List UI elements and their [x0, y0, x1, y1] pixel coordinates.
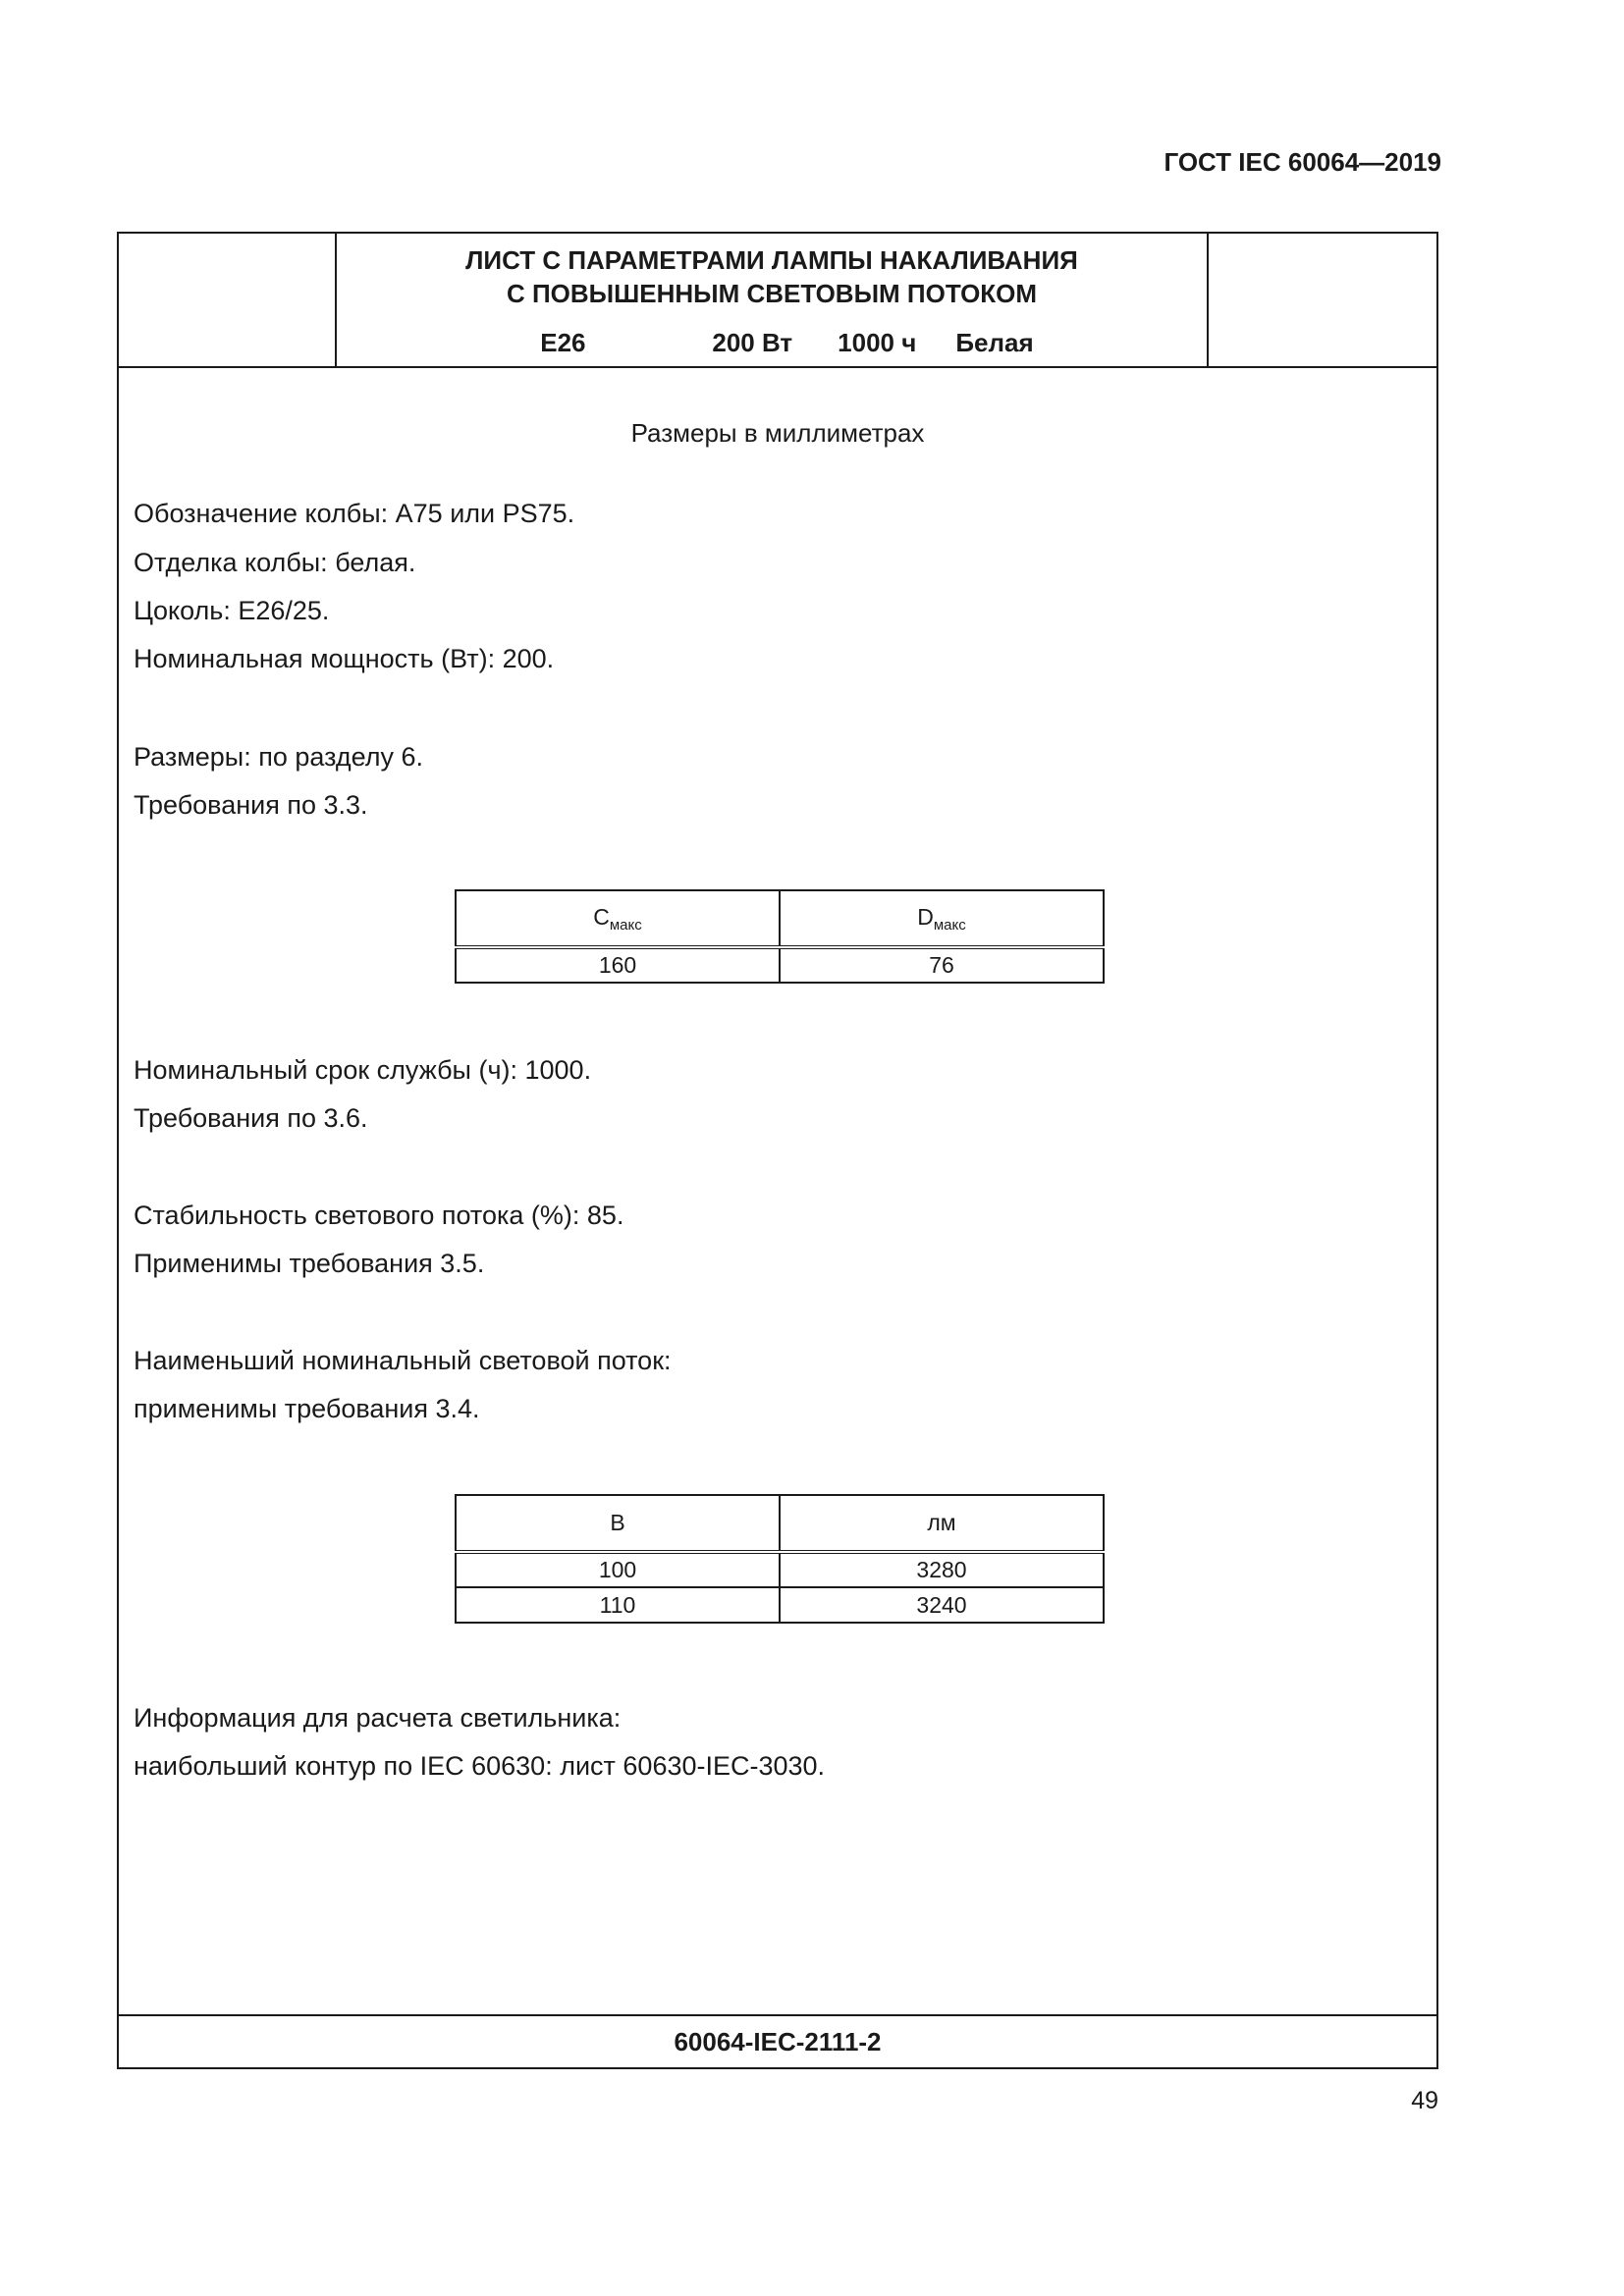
title-life: 1000 ч	[838, 328, 917, 357]
min-rated-flux: Наименьший номинальный световой поток:	[134, 1346, 672, 1375]
flux-stability: Стабильность светового потока (%): 85.	[134, 1201, 624, 1230]
rated-power: Номинальная мощность (Вт): 200.	[134, 644, 555, 673]
title-power: 200 Вт	[712, 328, 793, 357]
sheet-code: 60064-IEC-2111-2	[119, 2014, 1436, 2067]
table-row	[456, 1587, 1104, 1623]
title-parameters	[337, 328, 1207, 358]
flux-table-header-row	[456, 1495, 1104, 1552]
stability-requirements: Применимы требования 3.5.	[134, 1249, 485, 1278]
rated-life: Номинальный срок службы (ч): 1000.	[134, 1055, 592, 1085]
sheet-title-line-2: С ПОВЫШЕННЫМ СВЕТОВЫМ ПОТОКОМ	[506, 279, 1038, 308]
c-max-header: $C_{макс}$	[456, 890, 780, 947]
voltage-cell: 110	[456, 1587, 780, 1623]
lamp-data-sheet	[117, 232, 1438, 2069]
dimensions-table	[455, 889, 1105, 984]
bulb-finish: Отделка колбы: белая.	[134, 548, 416, 577]
c-max-value: 160	[456, 947, 780, 983]
sheet-title-line-1: ЛИСТ С ПАРАМЕТРАМИ ЛАМПЫ НАКАЛИВАНИЯ	[465, 245, 1078, 275]
flux-table	[455, 1494, 1105, 1624]
dimensions-table-header-row	[456, 890, 1104, 947]
table-row	[456, 947, 1104, 983]
lumen-cell: 3240	[780, 1587, 1104, 1623]
document-standard-header: ГОСТ IEC 60064—2019	[1164, 147, 1441, 177]
flux-requirements: применимы требования 3.4.	[134, 1394, 480, 1423]
page-number: 49	[1411, 2087, 1438, 2114]
voltage-cell: 100	[456, 1552, 780, 1587]
bulb-designation: Обозначение колбы: A75 или PS75.	[134, 499, 575, 528]
max-contour: наибольший контур по IEC 60630: лист 60630-IEC-3030.	[134, 1751, 826, 1781]
title-finish: Белая	[955, 328, 1034, 357]
units-note: Размеры в миллиметрах	[630, 418, 925, 448]
lumen-cell: 3280	[780, 1552, 1104, 1587]
life-requirements: Требования по 3.6.	[134, 1103, 368, 1133]
title-block	[119, 234, 1436, 368]
d-max-value: 76	[780, 947, 1104, 983]
title-center-cell	[335, 234, 1209, 366]
d-max-header: $D_{макс}$	[780, 890, 1104, 947]
title-cap: E26	[540, 328, 586, 357]
dimensions-clause: Размеры: по разделу 6.	[134, 742, 424, 772]
table-row	[456, 1552, 1104, 1587]
cap-type: Цоколь: E26/25.	[134, 596, 330, 625]
lumen-header: лм	[780, 1495, 1104, 1552]
dimensions-requirements: Требования по 3.3.	[134, 790, 368, 820]
luminaire-info: Информация для расчета светильника:	[134, 1703, 622, 1733]
voltage-header: В	[456, 1495, 780, 1552]
